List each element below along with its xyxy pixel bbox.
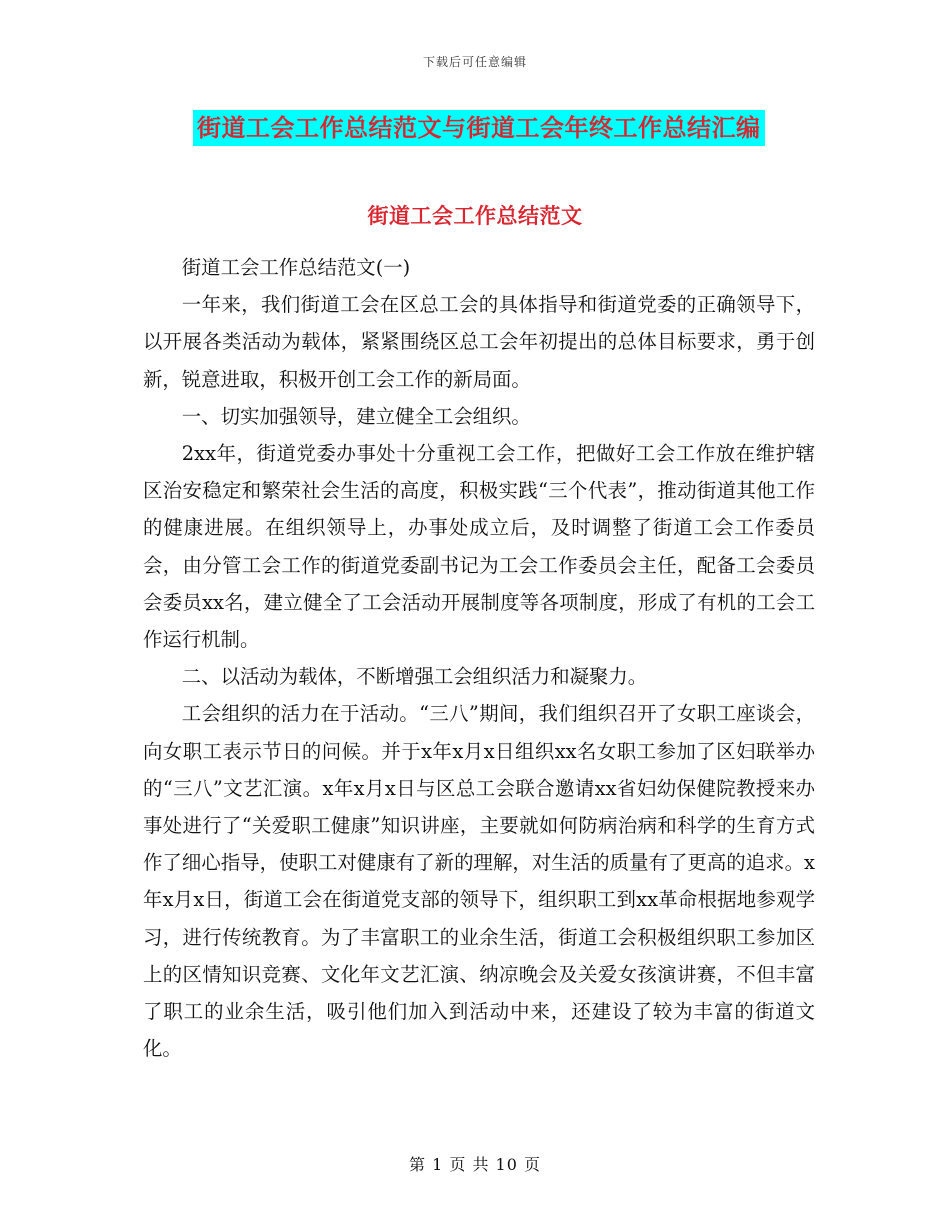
sub-title: 街道工会工作总结范文 xyxy=(367,203,583,228)
paragraph-section-1: 2xx年，街道党委办事处十分重视工会工作，把做好工会工作放在维护辖区治安稳定和繁荣社会生活的高度，积极实践“三个代表”，推动街道其他工作的健康进展。在组织领导上，办事处成立后，及时调整了街道工会工作委员会，由分管工会工作的街道党委副书记为工会工作委员会主任，配备工会委员会委员xx名，建立健全了工会活动开展制度等各项制度，形成了有机的工会工作运行机制。 xyxy=(143,442,815,652)
document-body xyxy=(143,249,815,1067)
main-title: 街道工会工作总结范文与街道工会年终工作总结汇编 xyxy=(197,113,761,142)
header-note: 下载后可任意编辑 xyxy=(422,55,527,69)
paragraph-section-2: 工会组织的活力在于活动。“三八”期间，我们组织召开了女职工座谈会，向女职工表示节日的问候。并于x年x月x日组织xx名女职工参加了区妇联举办的“三八”文艺汇演。x年x月x日与区总工会联合邀请xx省妇幼保健院教授来办事处进行了“关爱职工健康”知识讲座，主要就如何防病治病和科学的生育方式作了细心指导，使职工对健康有了新的理解，对生活的质量有了更高的追求。x年x月x日，街道工会在街道党支部的领导下，组织职工到xx革命根据地参观学习，进行传统教育。为了丰富职工的业余生活，街道工会积极组织职工参加区上的区情知识竞赛、文化年文艺汇演、纳凉晚会及关爱女孩演讲赛，不但丰富了职工的业余生活，吸引他们加入到活动中来，还建设了较为丰富的街道文化。 xyxy=(143,702,815,1061)
section-heading-2: 二、以活动为载体，不断增强工会组织活力和凝聚力。 xyxy=(181,665,648,689)
paragraph-heading: 街道工会工作总结范文(一) xyxy=(181,256,411,279)
page-footer: 第 1 页 共 10 页 xyxy=(409,1155,541,1174)
paragraph-intro: 一年来，我们街道工会在区总工会的具体指导和街道党委的正确领导下，以开展各类活动为载体，紧紧围绕区总工会年初提出的总体目标要求，勇于创新，锐意进取，积极开创工会工作的新局面。 xyxy=(143,293,815,391)
main-title-highlight xyxy=(193,110,765,146)
section-heading-1: 一、切实加强领导，建立健全工会组织。 xyxy=(181,404,531,428)
